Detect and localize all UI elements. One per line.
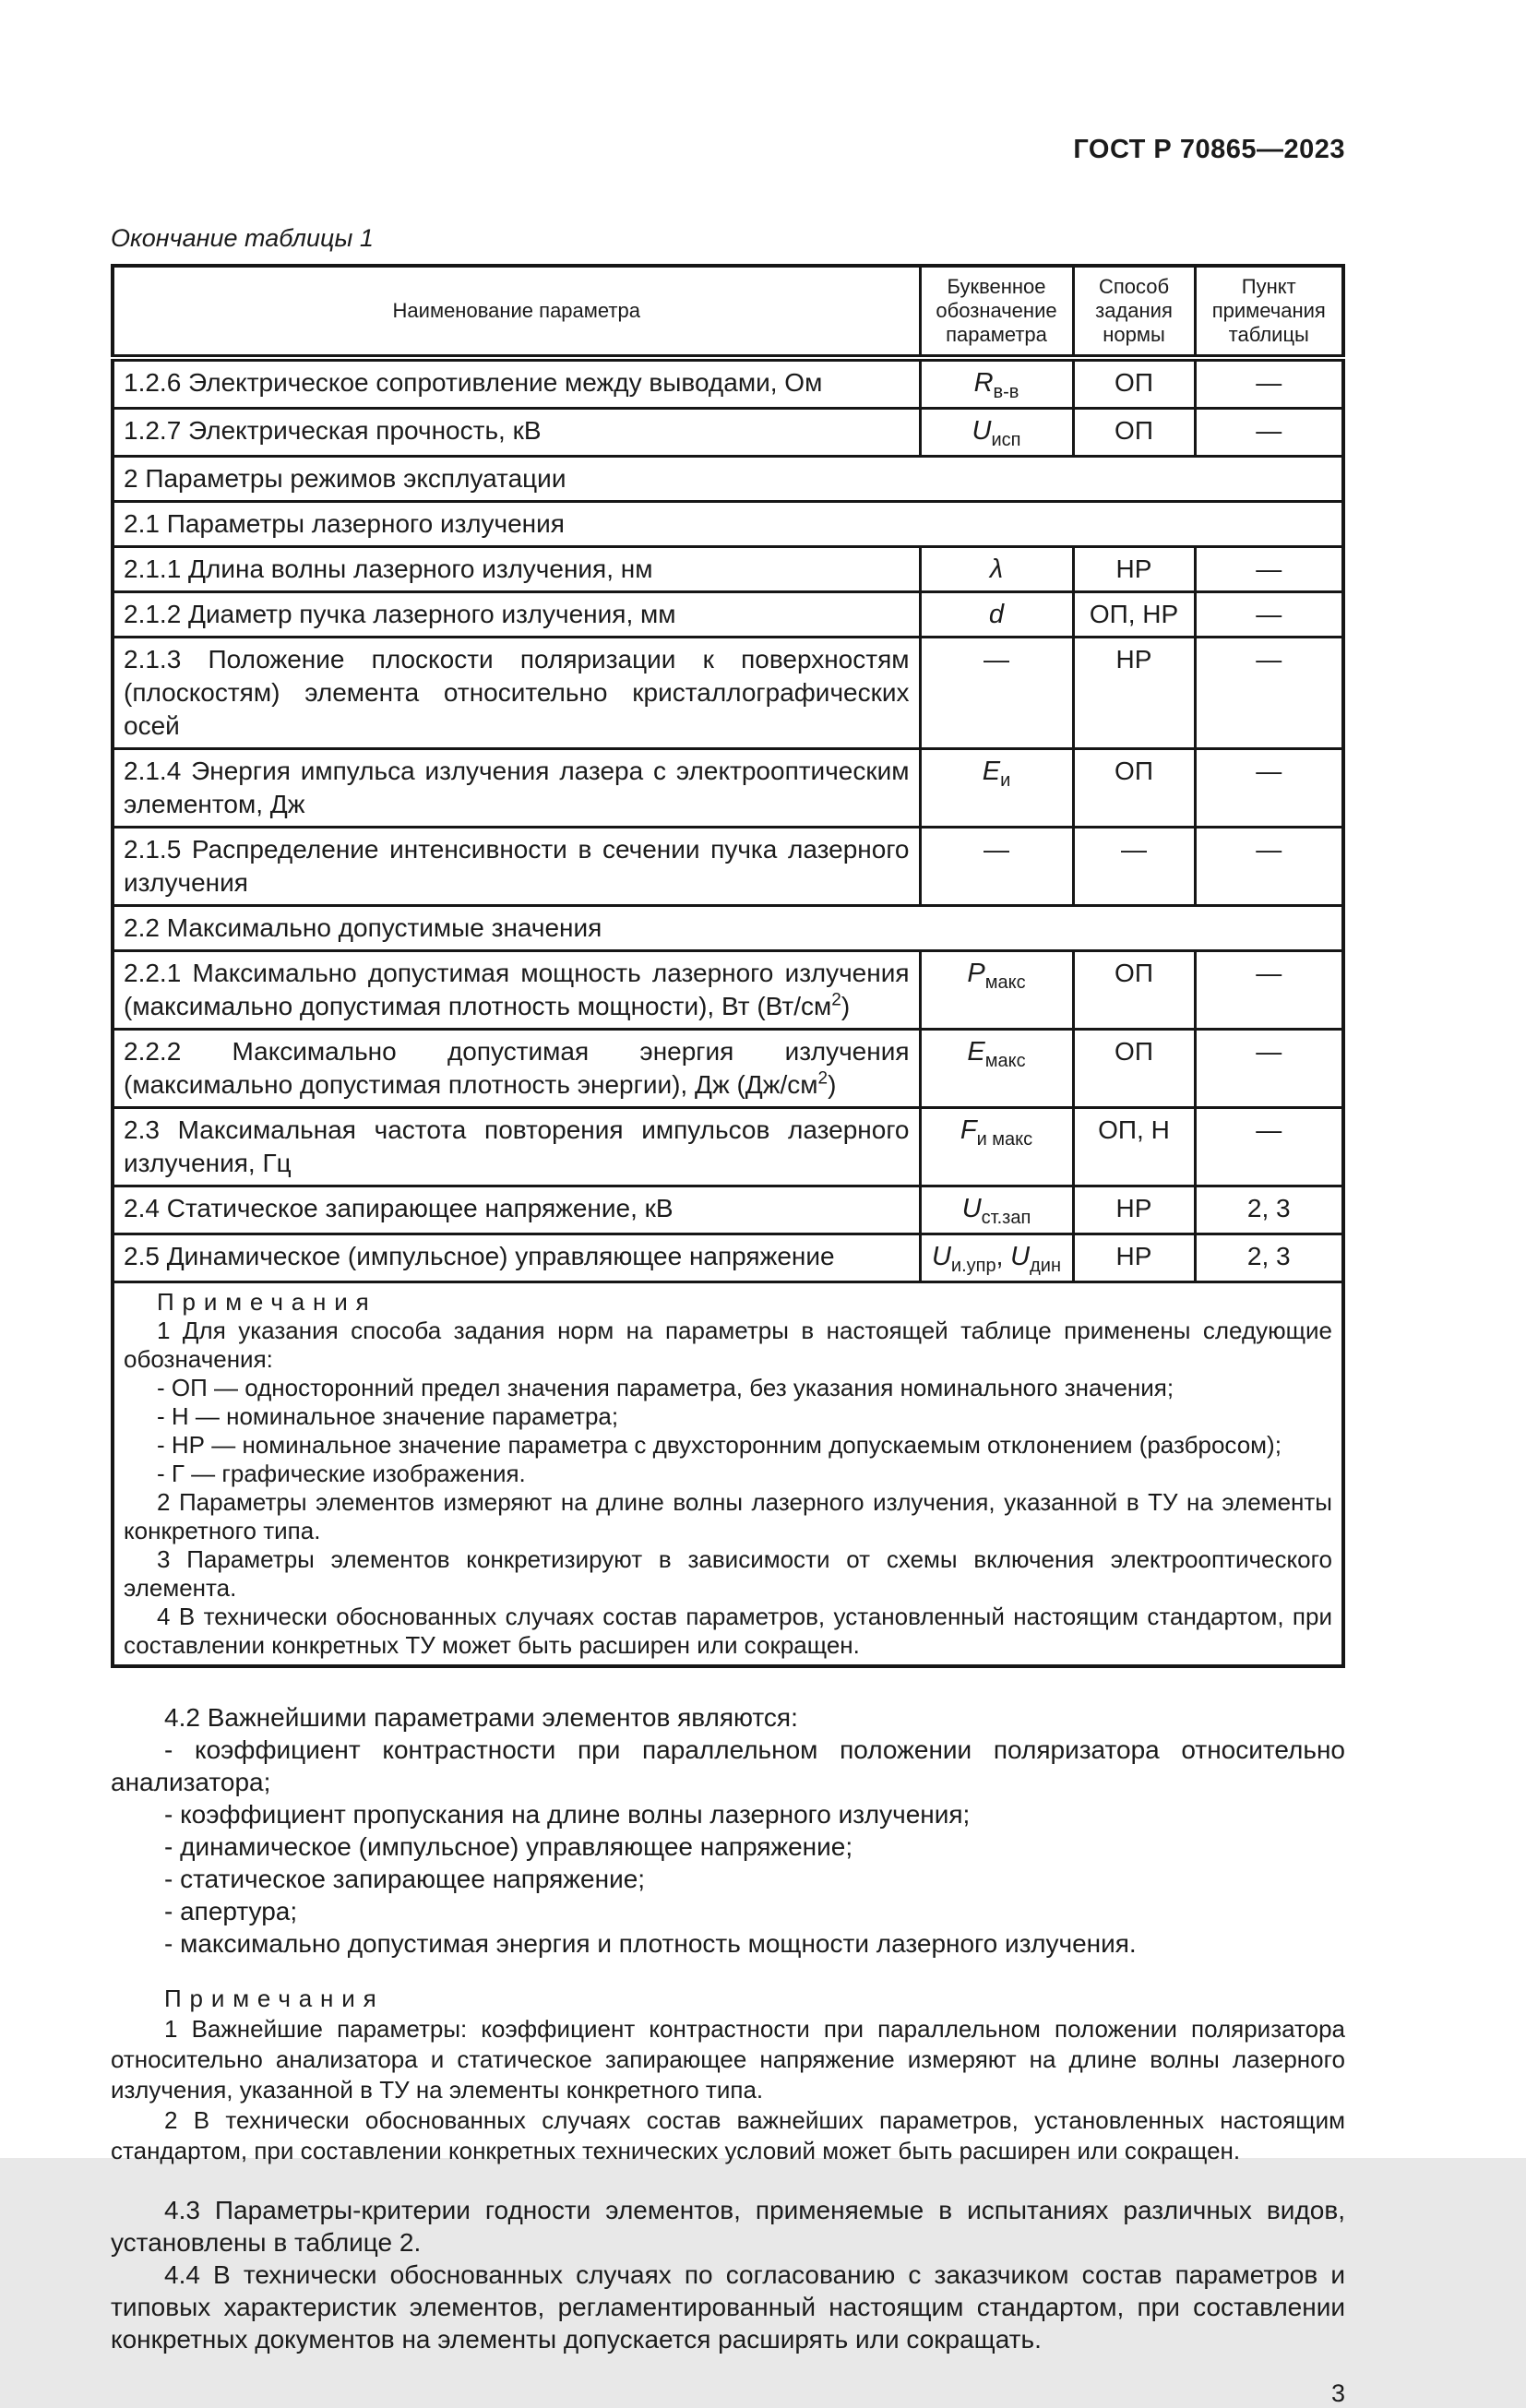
- parameter-symbol-cell: $U_{и.упр}$, $U_{дин}$: [920, 1234, 1073, 1282]
- method-cell: ОП: [1073, 1030, 1195, 1108]
- table-header-row: [113, 266, 1343, 358]
- method-cell: ОП: [1073, 749, 1195, 828]
- note-ref-cell: —: [1195, 358, 1343, 409]
- table-row: [113, 358, 1343, 409]
- method-cell: ОП, Н: [1073, 1108, 1195, 1186]
- parameter-name-cell: 2.1.4 Энергия импульса излучения лазера с электрооптическим элементом, Дж: [113, 749, 920, 828]
- parameter-name-cell: 2.3 Максимальная частота повторения импульсов лазерного излучения, Гц: [113, 1108, 920, 1186]
- parameter-name-cell: 2.4 Статическое запирающее напряжение, кВ: [113, 1186, 920, 1234]
- list-item: - коэффициент контрастности при параллельном положении поляризатора относительно анализатора;: [111, 1735, 1345, 1796]
- method-cell: ОП, НР: [1073, 592, 1195, 638]
- body-section: [111, 1701, 1345, 2355]
- table-note-paragraph: - ОП — односторонний предел значения параметра, без указания номинального значения;: [157, 1374, 1174, 1401]
- parameter-name-cell: 1.2.7 Электрическая прочность, кВ: [113, 409, 920, 457]
- note-paragraph: 1 Важнейшие параметры: коэффициент контрастности при параллельном положении поляризатора относительно анализатора и статическое запирающее напряжение измеряют на длине волны лазерного излучения, указанной в ТУ на элементы конкретного типа.: [111, 2015, 1345, 2104]
- list-item: - максимально допустимая энергия и плотность мощности лазерного излучения.: [164, 1929, 1137, 1958]
- section-title-cell: 2.1 Параметры лазерного излучения: [113, 502, 1343, 547]
- paragraph-4-2: 4.2 Важнейшими параметрами элементов являются:: [164, 1703, 798, 1732]
- parameter-symbol-cell: λ: [920, 547, 1073, 592]
- note-ref-cell: —: [1195, 638, 1343, 749]
- method-cell: ОП: [1073, 409, 1195, 457]
- body-notes: [111, 1984, 1345, 2166]
- column-header-method: Способ задания нормы: [1073, 266, 1195, 358]
- table-note-paragraph: - Г — графические изображения.: [157, 1460, 526, 1487]
- table-caption: Окончание таблицы 1: [111, 224, 374, 252]
- note-ref-cell: —: [1195, 409, 1343, 457]
- parameter-symbol-cell: $U_{исп}$: [920, 409, 1073, 457]
- note-ref-cell: —: [1195, 547, 1343, 592]
- table-row: [113, 592, 1343, 638]
- table-row: [113, 1234, 1343, 1282]
- method-cell: ОП: [1073, 358, 1195, 409]
- table-section-row: [113, 457, 1343, 502]
- note-ref-cell: —: [1195, 749, 1343, 828]
- parameter-symbol-cell: $F_{и макс}$: [920, 1108, 1073, 1186]
- table-row: [113, 1030, 1343, 1108]
- table-row: [113, 638, 1343, 749]
- parameter-symbol-cell: $E_{макс}$: [920, 1030, 1073, 1108]
- page-content: [111, 0, 1345, 2408]
- paragraph-4-3: 4.3 Параметры-критерии годности элементов, применяемые в испытаниях различных видов, установлены в таблице 2.: [111, 2196, 1345, 2257]
- table-notes-row: [113, 1282, 1343, 1667]
- table-row: [113, 951, 1343, 1030]
- table-row: [113, 828, 1343, 906]
- table-note-paragraph: 4 В технически обоснованных случаях состав параметров, установленный настоящим стандартом, при составлении конкретных ТУ может быть расширен или сокращен.: [124, 1603, 1332, 1659]
- table-row: [113, 1186, 1343, 1234]
- table-note-paragraph: - Н — номинальное значение параметра;: [157, 1402, 619, 1430]
- parameters-table: [111, 264, 1345, 1668]
- parameter-symbol-cell: $U_{ст.зап}$: [920, 1186, 1073, 1234]
- table-row: [113, 1108, 1343, 1186]
- table-note-paragraph: 1 Для указания способа задания норм на параметры в настоящей таблице применены следующие обозначения:: [124, 1317, 1332, 1373]
- column-header-note: Пункт примечания таблицы: [1195, 266, 1343, 358]
- body-notes-list: [111, 2014, 1345, 2166]
- parameter-name-cell: 2.1.5 Распределение интенсивности в сечении пучка лазерного излучения: [113, 828, 920, 906]
- note-paragraph: 2 В технически обоснованных случаях состав важнейших параметров, установленных настоящим стандартом, при составлении конкретных технических условий может быть расширен или сокращен.: [111, 2106, 1345, 2164]
- page-number: 3: [1330, 2379, 1345, 2407]
- parameter-name-cell: 2.1.1 Длина волны лазерного излучения, нм: [113, 547, 920, 592]
- parameter-name-cell: 1.2.6 Электрическое сопротивление между выводами, Ом: [113, 358, 920, 409]
- table-row: [113, 749, 1343, 828]
- note-ref-cell: —: [1195, 1108, 1343, 1186]
- table-notes-cell: [113, 1282, 1343, 1667]
- method-cell: ОП: [1073, 951, 1195, 1030]
- table-note-paragraph: 2 Параметры элементов измеряют на длине волны лазерного излучения, указанной в ТУ на элементы конкретного типа.: [124, 1488, 1332, 1544]
- paragraph-4-4: 4.4 В технически обоснованных случаях по согласованию с заказчиком состав параметров и типовых характеристик элементов, регламентированный настоящим стандартом, при составлении конкретных документов на элементы допускается расширять или сокращать.: [111, 2260, 1345, 2354]
- parameter-symbol-cell: d: [920, 592, 1073, 638]
- table-note-paragraph: 3 Параметры элементов конкретизируют в зависимости от схемы включения электрооптического элемента.: [124, 1545, 1332, 1602]
- section-title-cell: 2.2 Максимально допустимые значения: [113, 906, 1343, 951]
- parameter-name-cell: 2.5 Динамическое (импульсное) управляющее напряжение: [113, 1234, 920, 1282]
- note-ref-cell: —: [1195, 592, 1343, 638]
- table-section-row: [113, 906, 1343, 951]
- table-body: [113, 358, 1343, 1666]
- table-notes-title: Примечания: [157, 1288, 377, 1316]
- list-item: - статическое запирающее напряжение;: [164, 1865, 646, 1893]
- list-item: - динамическое (импульсное) управляющее напряжение;: [164, 1832, 853, 1861]
- table-row: [113, 409, 1343, 457]
- table-row: [113, 547, 1343, 592]
- body-notes-title: Примечания: [164, 1985, 385, 2012]
- parameter-symbol-cell: —: [920, 828, 1073, 906]
- column-header-symbol: Буквенное обозначение параметра: [920, 266, 1073, 358]
- note-ref-cell: —: [1195, 951, 1343, 1030]
- table-section-row: [113, 502, 1343, 547]
- note-ref-cell: —: [1195, 1030, 1343, 1108]
- parameter-name-cell: 2.2.2 Максимально допустимая энергия излучения (максимально допустимая плотность энергии), Дж $(Дж/см^2)$: [113, 1030, 920, 1108]
- column-header-name: Наименование параметра: [113, 266, 920, 358]
- parameter-name-cell: 2.2.1 Максимально допустимая мощность лазерного излучения (максимально допустимая плотность мощности), Вт $(Вт/см^2)$: [113, 951, 920, 1030]
- method-cell: НР: [1073, 1234, 1195, 1282]
- method-cell: НР: [1073, 547, 1195, 592]
- method-cell: НР: [1073, 638, 1195, 749]
- list-4-2: [111, 1734, 1345, 1960]
- list-item: - апертура;: [164, 1897, 298, 1925]
- parameter-symbol-cell: —: [920, 638, 1073, 749]
- parameter-symbol-cell: $P_{макс}$: [920, 951, 1073, 1030]
- note-ref-cell: 2, 3: [1195, 1234, 1343, 1282]
- list-item: - коэффициент пропускания на длине волны лазерного излучения;: [164, 1800, 971, 1829]
- note-ref-cell: 2, 3: [1195, 1186, 1343, 1234]
- section-title-cell: 2 Параметры режимов эксплуатации: [113, 457, 1343, 502]
- document-number: ГОСТ Р 70865—2023: [1073, 135, 1345, 164]
- method-cell: —: [1073, 828, 1195, 906]
- note-ref-cell: —: [1195, 828, 1343, 906]
- table-note-paragraph: - НР — номинальное значение параметра с двухсторонним допускаемым отклонением (разбросом);: [157, 1431, 1282, 1459]
- method-cell: НР: [1073, 1186, 1195, 1234]
- parameter-symbol-cell: $R_{в-в}$: [920, 358, 1073, 409]
- parameter-name-cell: 2.1.3 Положение плоскости поляризации к поверхностям (плоскостям) элемента относительно кристаллографических осей: [113, 638, 920, 749]
- parameter-name-cell: 2.1.2 Диаметр пучка лазерного излучения, мм: [113, 592, 920, 638]
- parameter-symbol-cell: $E_и$: [920, 749, 1073, 828]
